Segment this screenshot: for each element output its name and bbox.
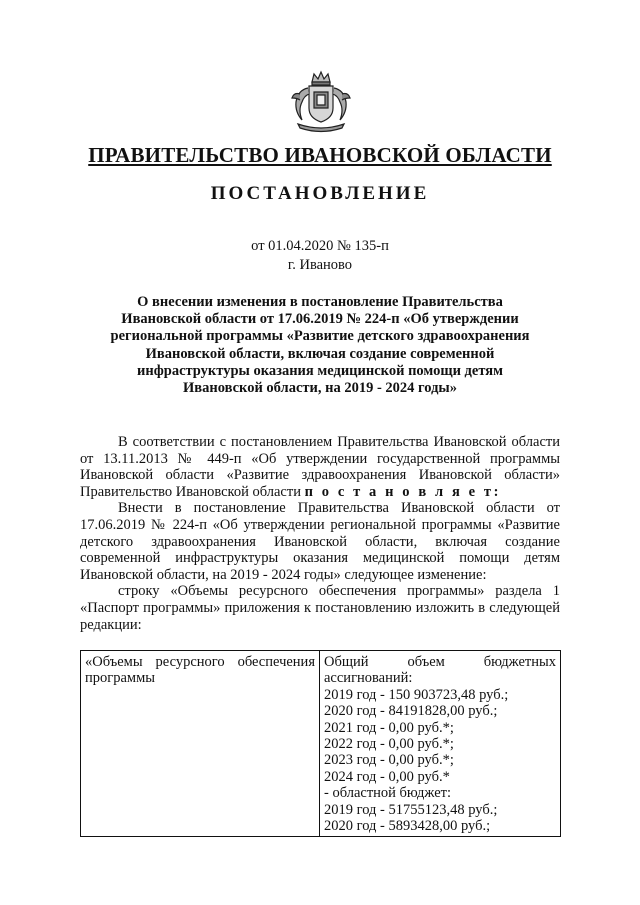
funding-line: 2022 год - 0,00 руб.*; xyxy=(324,736,454,753)
title-line: инфраструктуры оказания медицинской помощи детям xyxy=(137,362,503,379)
paragraph-instruction: строку «Объемы ресурсного обеспечения программы» раздела 1 «Паспорт программы» приложения к постановлению изложить в следующей редакции: xyxy=(80,583,560,633)
title-line: Ивановской области, включая создание современной xyxy=(145,345,495,362)
table-cell-values xyxy=(320,651,561,837)
title-line: региональной программы «Развитие детского здравоохранения xyxy=(110,328,530,345)
government-name: ПРАВИТЕЛЬСТВО ИВАНОВСКОЙ ОБЛАСТИ xyxy=(88,143,552,167)
funding-line: 2019 год - 150 903723,48 руб.; xyxy=(324,686,509,703)
funding-line: 2024 год - 0,00 руб.* xyxy=(324,768,450,785)
funding-line: 2019 год - 51755123,48 руб.; xyxy=(324,801,498,818)
funding-line: 2020 год - 84191828,00 руб.; xyxy=(324,703,498,720)
paragraph-amendment: Внести в постановление Правительства Ивановской области от 17.06.2019 № 224-п «Об утверждении региональной программы «Развитие детского здравоохранения Ивановской области, включая создание современной инфраструктуры оказания медицинской помощи детям Ивановской области, на 2019 - 2024 годы» следующее изменение: xyxy=(80,500,560,583)
paragraph-basis xyxy=(80,434,560,500)
coat-of-arms-icon xyxy=(288,68,354,134)
table-cell-label xyxy=(81,651,320,837)
paragraph-basis-text: В соответствии с постановлением Правительства Ивановской области от 13.11.2013 № 449-п «Об утверждении государственной программы Ивановской области «Развитие здравоохранения Ивановской области» Правительство Ивановской области xyxy=(80,434,560,500)
table-row xyxy=(81,651,561,837)
document-date-number: от 01.04.2020 № 135-п xyxy=(251,238,389,254)
title-line: О внесении изменения в постановление Правительства xyxy=(137,294,503,310)
document-body xyxy=(80,434,560,633)
resources-table xyxy=(80,650,561,837)
title-line: Ивановской области, на 2019 - 2024 годы» xyxy=(182,380,458,397)
resolves-keyword: п о с т а н о в л я е т: xyxy=(304,483,502,500)
funding-line: - областной бюджет: xyxy=(324,785,452,802)
document-title xyxy=(100,294,540,397)
funding-line: 2021 год - 0,00 руб.*; xyxy=(324,719,454,736)
document-city: г. Иваново xyxy=(287,257,353,273)
title-line: Ивановской области от 17.06.2019 № 224-п «Об утверждении xyxy=(121,311,519,328)
funding-line: 2020 год - 5893428,00 руб.; xyxy=(324,818,491,835)
funding-heading: Общий объем бюджетных ассигнований: xyxy=(324,654,556,687)
funding-line: 2023 год - 0,00 руб.*; xyxy=(324,752,454,769)
label-text: «Объемы ресурсного обеспечения программы xyxy=(85,654,315,687)
document-type: ПОСТАНОВЛЕНИЕ xyxy=(210,183,430,204)
